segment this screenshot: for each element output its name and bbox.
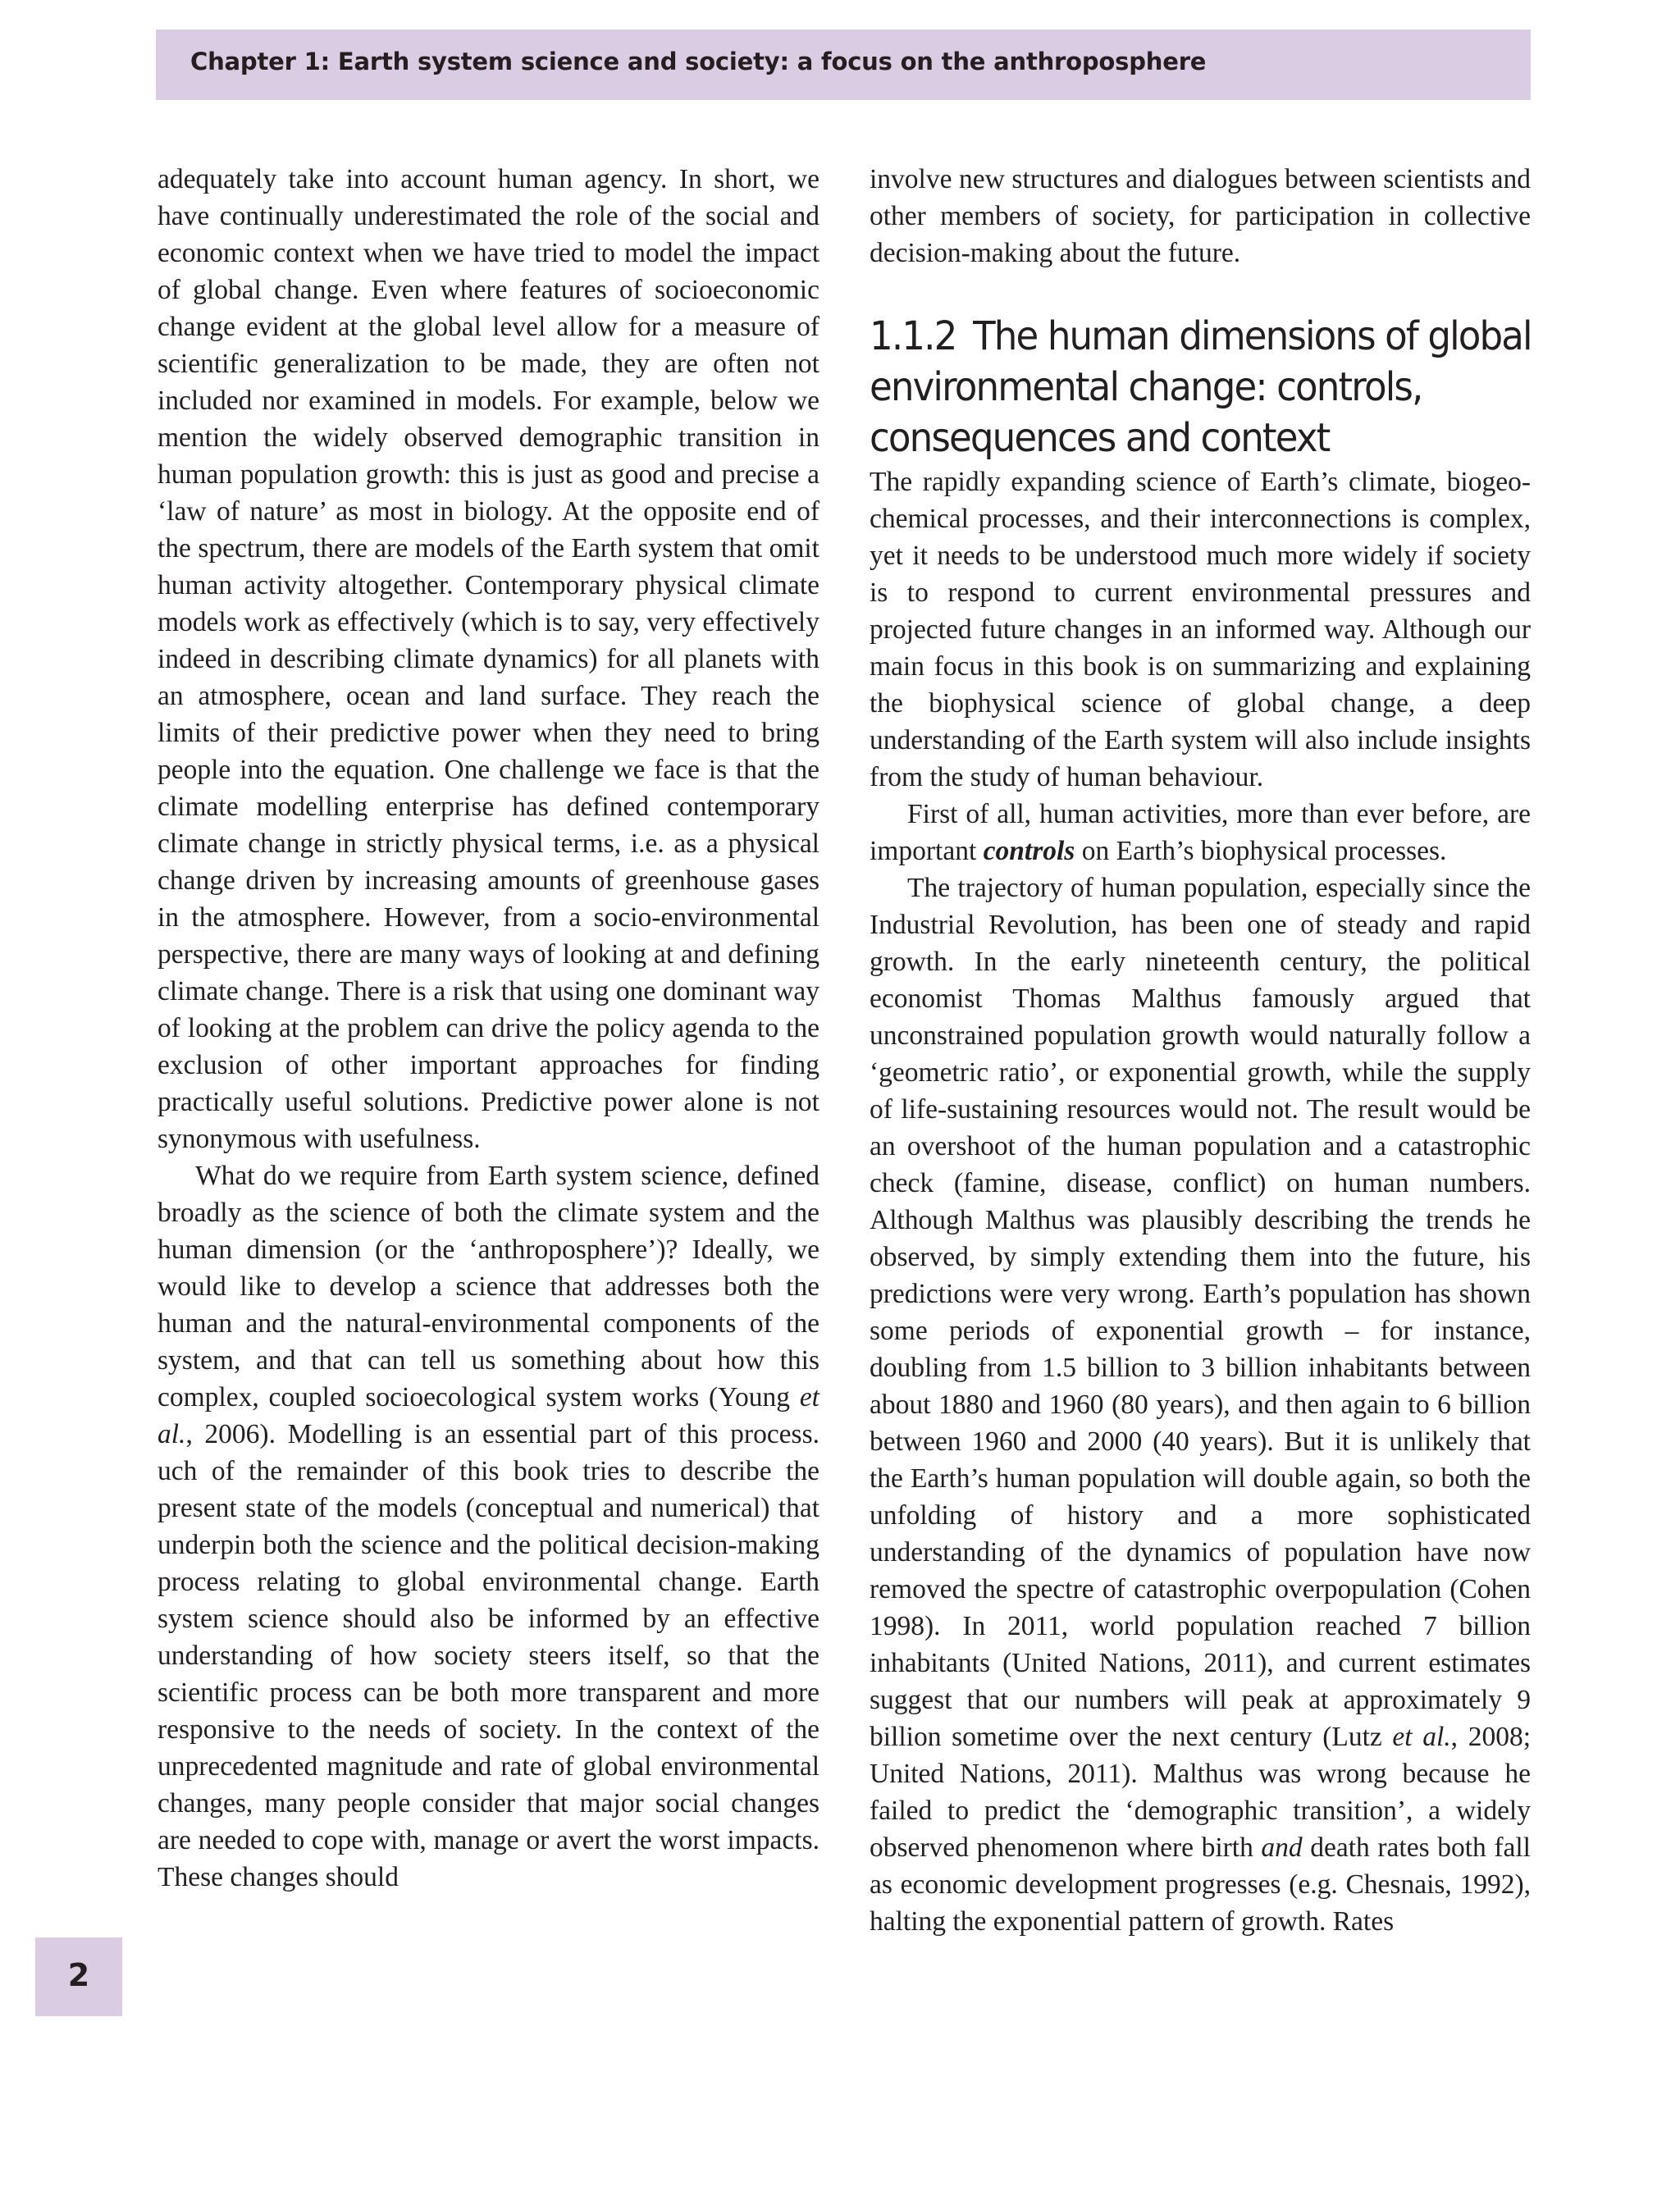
text-run: What do we require from Earth system science, defined broadly as the science of both the climate system and the human dimension (or the ‘anthroposphere’)? Ideally, we would like to develop a science that addresses both the human and the natural-environmental components of the system, and that can tell us something about how this complex, coupled socioecological system works (Young xyxy=(158,1161,819,1412)
section-number: 1.1.2 xyxy=(870,313,956,359)
citation-et-al: et al. xyxy=(158,1382,819,1449)
paragraph-continued-right: involve new structures and dialogues between scientists and other members of society, for participation in collective decision-making about the future. xyxy=(870,164,1531,268)
text-run: The trajectory of human population, especially since the Industrial Revolution, has been one of steady and rapid growth. In the early nineteenth century, the political economist Thomas Malthus famously argued that unconstrained population growth would naturally follow a ‘geometric ratio’, or exponential growth, while the supply of life-sustaining resources would not. The result would be an overshoot of the human population and a catastrophic check (famine, disease, conflict) on human numbers. Although Malthus was plausibly describing the trends he observed, by simply extending them into the future, his predictions were very wrong. Earth’s population has shown some periods of exponential growth – for instance, doubling from 1.5 billion to 3 billion inhabitants between about 1880 and 1960 (80 years), and then again to 6 billion between 1960 and 2000 (40 years). But it is unlikely that the Earth’s human population will double again, so both the unfolding of history and a more sophisticated understanding of the dynamics of population have now removed the spectre of catastrophic overpopulation (Cohen 1998). In 2011, world population reached 7 billion inhabitants (United Nations, 2011), and current estimates suggest that our numbers will peak at approximately 9 billion sometime over the next century (Lutz xyxy=(870,873,1531,1752)
paragraph-continued: adequately take into account human agency. In short, we have continually underestimated the role of the social and economic context when we have tried to model the impact of global change. Even where features of socioeconomic change evident at the global level allow for a measure of scientific generalization to be made, they are often not included nor examined in models. For example, below we mention the widely observed demographic transition in human population growth: this is just as good and precise a ‘law of nature’ as most in biology. At the opposite end of the spectrum, there are models of the Earth system that omit human activity altogether. Contemporary physical climate models work as effectively (which is to say, very effectively indeed in describing climate dynamics) for all planets with an atmosphere, ocean and land surface. They reach the limits of their predictive power when they need to bring people into the equation. One challenge we face is that the climate modelling enterprise has defined contemporary climate change in strictly physical terms, i.e. as a physical change driven by increasing amounts of greenhouse gases in the atmosphere. However, from a socio-environmental perspective, there are many ways of looking at and defining climate change. There is a risk that using one dominant way of looking at the problem can drive the policy agenda to the exclusion of other important approaches for finding practically useful solutions. Predictive power alone is not synonymous with usefulness. xyxy=(158,164,819,1154)
citation-et-al: et al. xyxy=(1392,1722,1451,1752)
section-title: The human dimensions of global environmental change: controls, consequences and context xyxy=(870,313,1532,461)
left-column xyxy=(158,161,819,1896)
text-run: First of all, human activities, more than ever before, are important xyxy=(870,799,1531,866)
emphasis-and: and xyxy=(1261,1832,1303,1863)
text-run: on Earth’s biophysical processes. xyxy=(1075,836,1447,866)
paragraph-earth-system-science xyxy=(158,1157,819,1896)
chapter-title: Chapter 1: Earth system science and society: a focus on the anthroposphere xyxy=(190,48,1207,75)
page-number: 2 xyxy=(67,1957,90,1993)
paragraph-controls xyxy=(870,796,1531,869)
page-number-tab xyxy=(35,1937,122,2016)
paragraph-population xyxy=(870,869,1531,1940)
text-run: death rates both fall as economic development progresses (e.g. Chesnais, 1992), halting the exponential pattern of growth. Rates xyxy=(870,1832,1531,1937)
emphasis-controls: controls xyxy=(983,836,1075,866)
right-column xyxy=(870,161,1531,1940)
section-heading xyxy=(870,311,1532,463)
text-run: , 2008; United Nations, 2011). Malthus was wrong because he failed to predict the ‘demographic transition’, a widely observed phenomenon where birth xyxy=(870,1722,1532,1863)
paragraph-intro: The rapidly expanding science of Earth’s climate, biogeochemical processes, and their interconnections is complex, yet it needs to be understood much more widely if society is to respond to current environmental pressures and projected future changes in an informed way. Although our main focus in this book is on summarizing and explaining the biophysical science of global change, a deep understanding of the Earth system will also include insights from the study of human behaviour. xyxy=(870,467,1531,792)
chapter-header-band xyxy=(156,30,1531,100)
text-run: , 2006). Modelling is an essential part of this process. uch of the remainder of this book tries to describe the present state of the models (conceptual and numerical) that underpin both the science and the political decision-making process relating to global environmental change. Earth system science should also be informed by an effective understanding of how society steers itself, so that the scientific process can be both more transparent and more responsive to the needs of society. In the context of the unprecedented magnitude and rate of global environmental changes, many people consider that major social changes are needed to cope with, manage or avert the worst impacts. These changes should xyxy=(158,1419,819,1892)
